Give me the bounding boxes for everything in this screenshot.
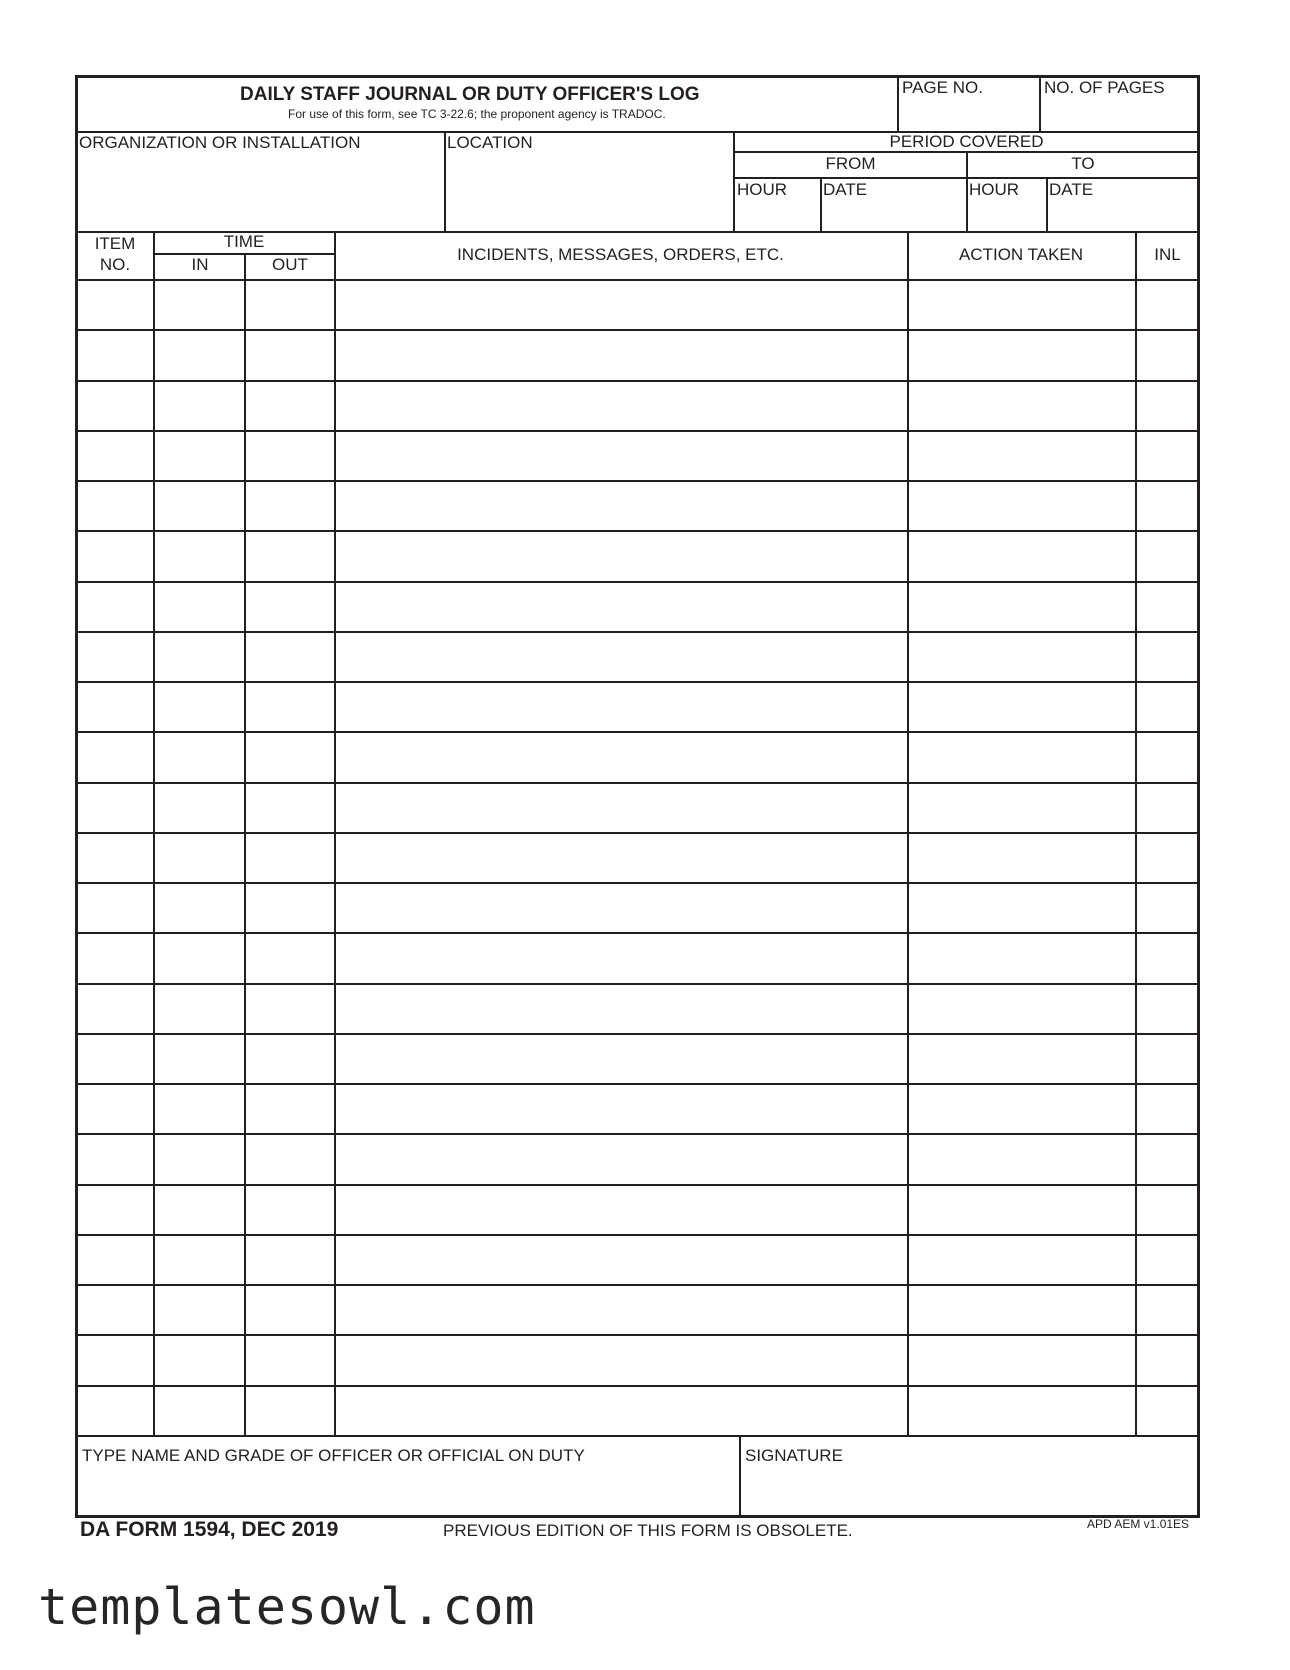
to-hour-field[interactable] [969, 199, 1044, 229]
action-taken-cell[interactable] [909, 1135, 1135, 1183]
action-taken-cell[interactable] [909, 1186, 1135, 1234]
time-out-cell[interactable] [246, 1085, 334, 1133]
time-in-cell[interactable] [155, 382, 244, 430]
action-taken-label: ACTION TAKEN [958, 245, 1084, 264]
signature-field[interactable] [744, 1468, 1196, 1514]
no-of-pages-label: NO. OF PAGES [1044, 78, 1165, 97]
time-out-cell[interactable] [246, 1135, 334, 1183]
inl-cell[interactable] [1137, 834, 1198, 882]
divider [739, 1435, 741, 1516]
inl-cell[interactable] [1137, 633, 1198, 681]
item-cell[interactable] [77, 633, 153, 681]
item-cell[interactable] [77, 482, 153, 530]
time-in-cell[interactable] [155, 281, 244, 329]
incident-cell[interactable] [336, 934, 907, 982]
time-out-cell[interactable] [246, 382, 334, 430]
item-no-label: NO. [99, 255, 131, 274]
time-out-cell[interactable] [246, 733, 334, 781]
item-cell[interactable] [77, 1186, 153, 1234]
divider [1039, 76, 1041, 131]
item-cell[interactable] [77, 934, 153, 982]
action-taken-cell[interactable] [909, 482, 1135, 530]
time-out-cell[interactable] [246, 532, 334, 580]
divider [907, 231, 909, 279]
column-divider [907, 279, 909, 1435]
time-in-cell[interactable] [155, 532, 244, 580]
action-taken-cell[interactable] [909, 1236, 1135, 1284]
divider [153, 231, 155, 279]
item-label: ITEM [94, 234, 136, 253]
time-out-cell[interactable] [246, 1186, 334, 1234]
incident-cell[interactable] [336, 382, 907, 430]
action-taken-cell[interactable] [909, 1035, 1135, 1083]
inl-cell[interactable] [1137, 784, 1198, 832]
inl-cell[interactable] [1137, 1286, 1198, 1334]
incidents-label: INCIDENTS, MESSAGES, ORDERS, ETC. [457, 245, 784, 264]
action-taken-cell[interactable] [909, 1286, 1135, 1334]
item-cell[interactable] [77, 331, 153, 379]
page-no-label: PAGE NO. [902, 78, 983, 97]
divider [244, 253, 246, 279]
item-cell[interactable] [77, 583, 153, 631]
item-cell[interactable] [77, 532, 153, 580]
divider [1046, 177, 1048, 231]
item-cell[interactable] [77, 382, 153, 430]
action-taken-cell[interactable] [909, 382, 1135, 430]
form-number: DA FORM 1594, DEC 2019 [80, 1518, 339, 1541]
time-in-cell[interactable] [155, 1186, 244, 1234]
from-date-label: DATE [823, 180, 868, 199]
column-divider [153, 279, 155, 1435]
action-taken-cell[interactable] [909, 834, 1135, 882]
time-out-cell[interactable] [246, 1236, 334, 1284]
item-cell[interactable] [77, 1387, 153, 1435]
time-in-cell[interactable] [155, 1387, 244, 1435]
from-hour-field[interactable] [736, 199, 818, 229]
item-cell[interactable] [77, 1336, 153, 1384]
organization-field[interactable] [78, 154, 442, 229]
inl-cell[interactable] [1137, 1135, 1198, 1183]
divider [76, 1435, 1198, 1437]
inl-cell[interactable] [1137, 382, 1198, 430]
no-of-pages-field[interactable] [1042, 98, 1197, 130]
time-in-cell[interactable] [155, 331, 244, 379]
to-label: TO [1071, 154, 1095, 173]
inl-cell[interactable] [1137, 733, 1198, 781]
period-covered-label: PERIOD COVERED [889, 132, 1044, 151]
inl-cell[interactable] [1137, 1186, 1198, 1234]
inl-cell[interactable] [1137, 1236, 1198, 1284]
inl-cell[interactable] [1137, 985, 1198, 1033]
item-cell[interactable] [77, 281, 153, 329]
to-hour-label: HOUR [969, 180, 1020, 199]
action-taken-cell[interactable] [909, 884, 1135, 932]
incident-cell[interactable] [336, 733, 907, 781]
divider [897, 76, 899, 131]
incident-cell[interactable] [336, 1336, 907, 1384]
time-out-cell[interactable] [246, 784, 334, 832]
incident-cell[interactable] [336, 985, 907, 1033]
action-taken-cell[interactable] [909, 1387, 1135, 1435]
time-in-cell[interactable] [155, 1286, 244, 1334]
from-label: FROM [825, 154, 876, 173]
incident-cell[interactable] [336, 331, 907, 379]
action-taken-cell[interactable] [909, 583, 1135, 631]
incident-cell[interactable] [336, 583, 907, 631]
column-divider [334, 279, 336, 1435]
incident-cell[interactable] [336, 532, 907, 580]
inl-cell[interactable] [1137, 331, 1198, 379]
action-taken-cell[interactable] [909, 532, 1135, 580]
time-in-cell[interactable] [155, 482, 244, 530]
time-in-cell[interactable] [155, 784, 244, 832]
action-taken-cell[interactable] [909, 733, 1135, 781]
item-cell[interactable] [77, 1135, 153, 1183]
action-taken-cell[interactable] [909, 281, 1135, 329]
time-out-cell[interactable] [246, 1336, 334, 1384]
item-cell[interactable] [77, 985, 153, 1033]
column-divider [244, 279, 246, 1435]
time-out-label: OUT [272, 255, 308, 274]
action-taken-cell[interactable] [909, 934, 1135, 982]
time-out-cell[interactable] [246, 834, 334, 882]
time-out-cell[interactable] [246, 683, 334, 731]
organization-label: ORGANIZATION OR INSTALLATION [79, 133, 361, 152]
time-in-cell[interactable] [155, 1035, 244, 1083]
inl-cell[interactable] [1137, 1387, 1198, 1435]
time-out-cell[interactable] [246, 281, 334, 329]
to-date-field[interactable] [1049, 199, 1198, 229]
action-taken-cell[interactable] [909, 985, 1135, 1033]
time-in-cell[interactable] [155, 733, 244, 781]
inl-cell[interactable] [1137, 482, 1198, 530]
watermark: templatesowl.com [38, 1578, 536, 1636]
item-cell[interactable] [77, 1085, 153, 1133]
inl-cell[interactable] [1137, 1336, 1198, 1384]
time-in-cell[interactable] [155, 633, 244, 681]
column-divider [1135, 279, 1137, 1435]
time-out-cell[interactable] [246, 482, 334, 530]
inl-cell[interactable] [1137, 583, 1198, 631]
incident-cell[interactable] [336, 1387, 907, 1435]
inl-cell[interactable] [1137, 1035, 1198, 1083]
time-in-label: IN [191, 255, 209, 274]
inl-cell[interactable] [1137, 934, 1198, 982]
time-in-cell[interactable] [155, 683, 244, 731]
incident-cell[interactable] [336, 784, 907, 832]
name-grade-field[interactable] [80, 1468, 736, 1514]
inl-cell[interactable] [1137, 532, 1198, 580]
from-hour-label: HOUR [737, 180, 788, 199]
action-taken-cell[interactable] [909, 1085, 1135, 1133]
action-taken-cell[interactable] [909, 683, 1135, 731]
item-cell[interactable] [77, 683, 153, 731]
item-cell[interactable] [77, 1286, 153, 1334]
item-cell[interactable] [77, 784, 153, 832]
incident-cell[interactable] [336, 1085, 907, 1133]
incident-cell[interactable] [336, 1286, 907, 1334]
page-no-field[interactable] [900, 98, 1037, 130]
time-in-cell[interactable] [155, 1236, 244, 1284]
time-in-cell[interactable] [155, 432, 244, 480]
time-out-cell[interactable] [246, 934, 334, 982]
time-in-cell[interactable] [155, 934, 244, 982]
time-in-cell[interactable] [155, 1135, 244, 1183]
action-taken-cell[interactable] [909, 432, 1135, 480]
action-taken-cell[interactable] [909, 784, 1135, 832]
incident-cell[interactable] [336, 1186, 907, 1234]
time-out-cell[interactable] [246, 432, 334, 480]
item-cell[interactable] [77, 834, 153, 882]
time-in-cell[interactable] [155, 834, 244, 882]
time-in-cell[interactable] [155, 985, 244, 1033]
time-label: TIME [223, 232, 265, 251]
incident-cell[interactable] [336, 834, 907, 882]
divider [1135, 231, 1137, 279]
inl-cell[interactable] [1137, 432, 1198, 480]
location-label: LOCATION [447, 133, 533, 152]
divider [734, 177, 1198, 179]
item-cell[interactable] [77, 1035, 153, 1083]
form-subtitle: For use of this form, see TC 3-22.6; the proponent agency is TRADOC. [288, 107, 666, 121]
inl-cell[interactable] [1137, 683, 1198, 731]
item-cell[interactable] [77, 884, 153, 932]
time-out-cell[interactable] [246, 1035, 334, 1083]
inl-cell[interactable] [1137, 281, 1198, 329]
incident-cell[interactable] [336, 1135, 907, 1183]
divider [334, 231, 336, 279]
obsolete-note: PREVIOUS EDITION OF THIS FORM IS OBSOLETE. [443, 1521, 853, 1540]
item-cell[interactable] [77, 432, 153, 480]
time-out-cell[interactable] [246, 884, 334, 932]
incident-cell[interactable] [336, 432, 907, 480]
inl-cell[interactable] [1137, 1085, 1198, 1133]
time-out-cell[interactable] [246, 1387, 334, 1435]
time-out-cell[interactable] [246, 583, 334, 631]
time-in-cell[interactable] [155, 1336, 244, 1384]
incident-cell[interactable] [336, 683, 907, 731]
divider [820, 177, 822, 231]
time-out-cell[interactable] [246, 633, 334, 681]
incident-cell[interactable] [336, 633, 907, 681]
action-taken-cell[interactable] [909, 331, 1135, 379]
location-field[interactable] [447, 154, 731, 229]
incident-cell[interactable] [336, 1035, 907, 1083]
incident-cell[interactable] [336, 1236, 907, 1284]
form-title: DAILY STAFF JOURNAL OR DUTY OFFICER'S LOG [240, 84, 700, 105]
inl-label: INL [1154, 245, 1181, 264]
time-out-cell[interactable] [246, 1286, 334, 1334]
time-out-cell[interactable] [246, 331, 334, 379]
action-taken-cell[interactable] [909, 1336, 1135, 1384]
version-label: APD AEM v1.01ES [1087, 1517, 1190, 1531]
time-in-cell[interactable] [155, 884, 244, 932]
time-in-cell[interactable] [155, 583, 244, 631]
item-cell[interactable] [77, 1236, 153, 1284]
from-date-field[interactable] [823, 199, 964, 229]
incident-cell[interactable] [336, 884, 907, 932]
time-out-cell[interactable] [246, 985, 334, 1033]
action-taken-cell[interactable] [909, 633, 1135, 681]
inl-cell[interactable] [1137, 884, 1198, 932]
time-in-cell[interactable] [155, 1085, 244, 1133]
item-cell[interactable] [77, 733, 153, 781]
name-grade-label: TYPE NAME AND GRADE OF OFFICER OR OFFICIAL ON DUTY [82, 1446, 585, 1465]
incident-cell[interactable] [336, 281, 907, 329]
signature-label: SIGNATURE [745, 1446, 843, 1465]
divider [444, 131, 446, 231]
incident-cell[interactable] [336, 482, 907, 530]
to-date-label: DATE [1049, 180, 1094, 199]
